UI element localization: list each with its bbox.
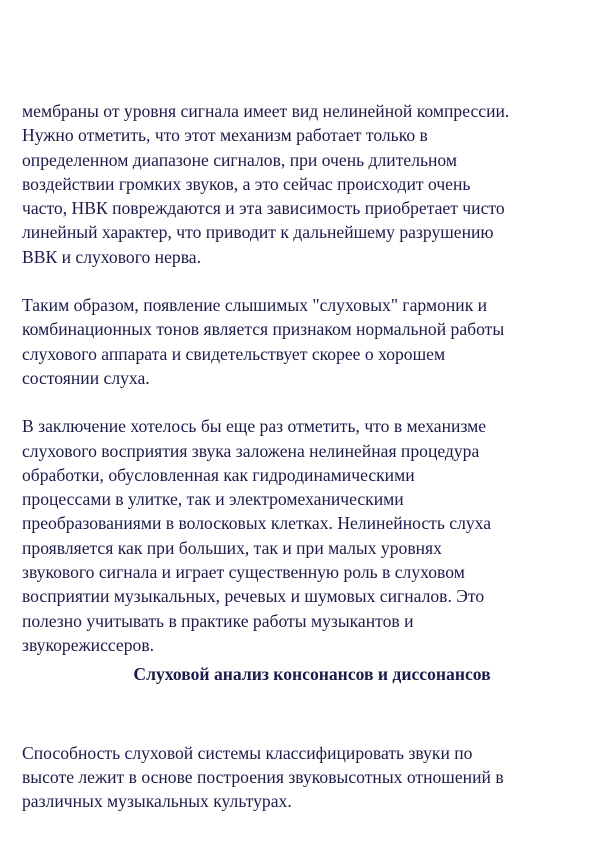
text-line: проявляется как при больших, так и при малых уровнях [22, 537, 442, 558]
text-line: слухового аппарата и свидетельствует скорее о хорошем [22, 343, 446, 364]
text-line: восприятии музыкальных, речевых и шумовых сигналов. Это [22, 586, 485, 607]
text-line: мембраны от уровня сигнала имеет вид нелинейной компрессии. [22, 101, 510, 121]
text-line: слухового восприятия звука заложена нелинейная процедура [22, 440, 480, 461]
text-line: комбинационных тонов является признаком нормальной работы [22, 319, 505, 340]
text-line: высоте лежит в основе построения звуковысотных отношений в [22, 766, 504, 787]
text-line: Нужно отметить, что этот механизм работает только в [22, 125, 428, 146]
section-spacer [22, 687, 578, 741]
text-line: линейный характер, что приводит к дальнейшему разрушению [22, 222, 494, 243]
text-line: процессами в улитке, так и электромеханическими [22, 489, 404, 510]
text-line: состоянии слуха. [22, 367, 150, 388]
text-line: обработки, обусловленная как гидродинамическими [22, 464, 415, 485]
text-line: определенном диапазоне сигналов, при очень длительном [22, 149, 458, 170]
text-line: различных музыкальных культурах. [22, 791, 292, 812]
document-page [22, 99, 578, 813]
text-line: часто, НВК повреждаются и эта зависимость приобретает чисто [22, 198, 505, 219]
paragraph-conclusion [22, 414, 578, 657]
text-line: преобразованиями в волосковых клетках. Нелинейность слуха [22, 513, 492, 534]
paragraph-pitch [22, 741, 578, 814]
text-line: звукорежиссеров. [22, 634, 155, 655]
text-line: звукового сигнала и играет существенную роль в слуховом [22, 562, 465, 583]
text-line: Способность слуховой системы классифицировать звуки по [22, 742, 473, 763]
text-line: полезно учитывать в практике работы музыкантов и [22, 610, 414, 631]
text-line: В заключение хотелось бы еще раз отметить, что в механизме [22, 416, 487, 437]
section-heading: Слуховой анализ консонансов и диссонансов [133, 664, 491, 685]
text-line: ВВК и слухового нерва. [22, 246, 201, 267]
paragraph-spacer [22, 269, 578, 293]
paragraph-spacer [22, 390, 578, 414]
text-line: Таким образом, появление слышимых "слуховых" гармоник и [22, 295, 488, 316]
paragraph-compression [22, 99, 578, 269]
text-line: воздействии громких звуков, а это сейчас происходит очень [22, 173, 471, 194]
paragraph-harmonics [22, 293, 578, 390]
